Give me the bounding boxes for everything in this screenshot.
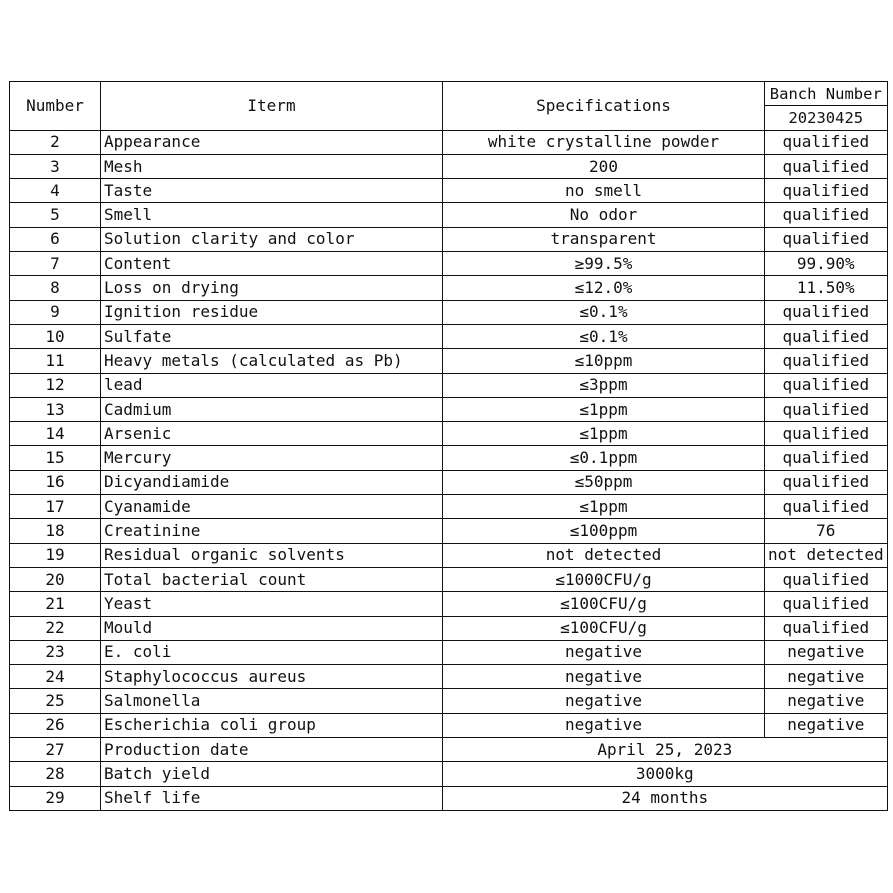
row-item: Escherichia coli group <box>101 713 443 737</box>
row-number: 10 <box>10 324 101 348</box>
row-specification: 200 <box>443 154 765 178</box>
row-result: negative <box>765 665 888 689</box>
row-specification: negative <box>443 665 765 689</box>
row-specification: negative <box>443 689 765 713</box>
table-row <box>10 227 888 251</box>
row-specification: not detected <box>443 543 765 567</box>
row-specification: ≤0.1% <box>443 324 765 348</box>
row-result: qualified <box>765 616 888 640</box>
row-result: qualified <box>765 349 888 373</box>
row-number: 17 <box>10 495 101 519</box>
row-specification: ≤50ppm <box>443 470 765 494</box>
table-row <box>10 567 888 591</box>
table-row <box>10 446 888 470</box>
row-specification: ≤1ppm <box>443 397 765 421</box>
table-row <box>10 349 888 373</box>
row-item: Salmonella <box>101 689 443 713</box>
row-result: qualified <box>765 397 888 421</box>
row-result: qualified <box>765 324 888 348</box>
table-row <box>10 276 888 300</box>
row-result: 99.90% <box>765 252 888 276</box>
header-specifications: Specifications <box>443 82 765 131</box>
row-number: 3 <box>10 154 101 178</box>
row-specification: ≤0.1% <box>443 300 765 324</box>
row-item: Cyanamide <box>101 495 443 519</box>
header-item: Iterm <box>101 82 443 131</box>
row-number: 24 <box>10 665 101 689</box>
row-item: Yeast <box>101 592 443 616</box>
table-row <box>10 324 888 348</box>
row-item: Appearance <box>101 130 443 154</box>
inspection-table <box>9 81 888 811</box>
table-row <box>10 397 888 421</box>
row-result: negative <box>765 713 888 737</box>
row-result: negative <box>765 640 888 664</box>
table-row <box>10 373 888 397</box>
table-row <box>10 252 888 276</box>
row-item: Solution clarity and color <box>101 227 443 251</box>
row-item: lead <box>101 373 443 397</box>
header-batch-number: 20230425 <box>765 106 888 130</box>
row-specification: ≤100CFU/g <box>443 592 765 616</box>
row-specification: transparent <box>443 227 765 251</box>
table-row <box>10 300 888 324</box>
row-specification: ≤100ppm <box>443 519 765 543</box>
row-specification: white crystalline powder <box>443 130 765 154</box>
row-result: qualified <box>765 373 888 397</box>
row-number: 20 <box>10 567 101 591</box>
row-number: 29 <box>10 786 101 810</box>
row-result: qualified <box>765 422 888 446</box>
row-specification: No odor <box>443 203 765 227</box>
row-number: 22 <box>10 616 101 640</box>
row-number: 14 <box>10 422 101 446</box>
row-number: 26 <box>10 713 101 737</box>
row-number: 6 <box>10 227 101 251</box>
row-item: Production date <box>101 738 443 762</box>
row-specification: ≤10ppm <box>443 349 765 373</box>
row-specification: ≥99.5% <box>443 252 765 276</box>
row-specification: ≤100CFU/g <box>443 616 765 640</box>
row-specification: negative <box>443 640 765 664</box>
row-result: qualified <box>765 300 888 324</box>
row-value: April 25, 2023 <box>443 738 888 762</box>
row-number: 28 <box>10 762 101 786</box>
table-row <box>10 154 888 178</box>
header-number: Number <box>10 82 101 131</box>
table-row <box>10 179 888 203</box>
row-number: 21 <box>10 592 101 616</box>
row-item: Ignition residue <box>101 300 443 324</box>
row-result: qualified <box>765 154 888 178</box>
row-number: 15 <box>10 446 101 470</box>
row-result: qualified <box>765 179 888 203</box>
row-item: Mercury <box>101 446 443 470</box>
row-specification: negative <box>443 713 765 737</box>
footer-row <box>10 762 888 786</box>
row-number: 19 <box>10 543 101 567</box>
row-number: 16 <box>10 470 101 494</box>
row-number: 2 <box>10 130 101 154</box>
row-item: Arsenic <box>101 422 443 446</box>
row-specification: ≤12.0% <box>443 276 765 300</box>
row-item: Total bacterial count <box>101 567 443 591</box>
row-number: 13 <box>10 397 101 421</box>
row-specification: no smell <box>443 179 765 203</box>
row-item: Dicyandiamide <box>101 470 443 494</box>
row-specification: ≤1ppm <box>443 495 765 519</box>
row-item: Heavy metals (calculated as Pb) <box>101 349 443 373</box>
row-number: 27 <box>10 738 101 762</box>
row-number: 9 <box>10 300 101 324</box>
row-number: 11 <box>10 349 101 373</box>
row-item: Creatinine <box>101 519 443 543</box>
row-number: 7 <box>10 252 101 276</box>
table-row <box>10 543 888 567</box>
row-item: Mesh <box>101 154 443 178</box>
row-specification: ≤1000CFU/g <box>443 567 765 591</box>
row-result: negative <box>765 689 888 713</box>
row-specification: ≤1ppm <box>443 422 765 446</box>
row-value: 3000kg <box>443 762 888 786</box>
row-item: Smell <box>101 203 443 227</box>
row-result: qualified <box>765 470 888 494</box>
row-number: 8 <box>10 276 101 300</box>
row-specification: ≤0.1ppm <box>443 446 765 470</box>
row-number: 18 <box>10 519 101 543</box>
row-result: qualified <box>765 592 888 616</box>
header-batch-number-label: Banch Number <box>765 82 888 106</box>
row-result: 11.50% <box>765 276 888 300</box>
table-row <box>10 640 888 664</box>
row-item: Staphylococcus aureus <box>101 665 443 689</box>
row-result: qualified <box>765 446 888 470</box>
table-row <box>10 592 888 616</box>
row-result: qualified <box>765 130 888 154</box>
row-result: qualified <box>765 203 888 227</box>
row-number: 5 <box>10 203 101 227</box>
table-row <box>10 713 888 737</box>
row-number: 25 <box>10 689 101 713</box>
table-row <box>10 422 888 446</box>
table-row <box>10 616 888 640</box>
row-item: Taste <box>101 179 443 203</box>
row-result: qualified <box>765 495 888 519</box>
row-number: 4 <box>10 179 101 203</box>
row-item: Residual organic solvents <box>101 543 443 567</box>
row-specification: ≤3ppm <box>443 373 765 397</box>
row-item: Loss on drying <box>101 276 443 300</box>
table-row <box>10 130 888 154</box>
row-number: 23 <box>10 640 101 664</box>
row-item: Sulfate <box>101 324 443 348</box>
row-value: 24 months <box>443 786 888 810</box>
row-item: Batch yield <box>101 762 443 786</box>
row-item: Mould <box>101 616 443 640</box>
row-number: 12 <box>10 373 101 397</box>
table-row <box>10 519 888 543</box>
footer-row <box>10 786 888 810</box>
table-row <box>10 665 888 689</box>
row-item: E. coli <box>101 640 443 664</box>
footer-row <box>10 738 888 762</box>
table-body <box>10 130 888 810</box>
row-result: qualified <box>765 227 888 251</box>
row-item: Cadmium <box>101 397 443 421</box>
table-row <box>10 689 888 713</box>
row-result: qualified <box>765 567 888 591</box>
row-result: 76 <box>765 519 888 543</box>
table-row <box>10 470 888 494</box>
row-item: Shelf life <box>101 786 443 810</box>
table-row <box>10 495 888 519</box>
row-result: not detected <box>765 543 888 567</box>
table-row <box>10 203 888 227</box>
row-item: Content <box>101 252 443 276</box>
